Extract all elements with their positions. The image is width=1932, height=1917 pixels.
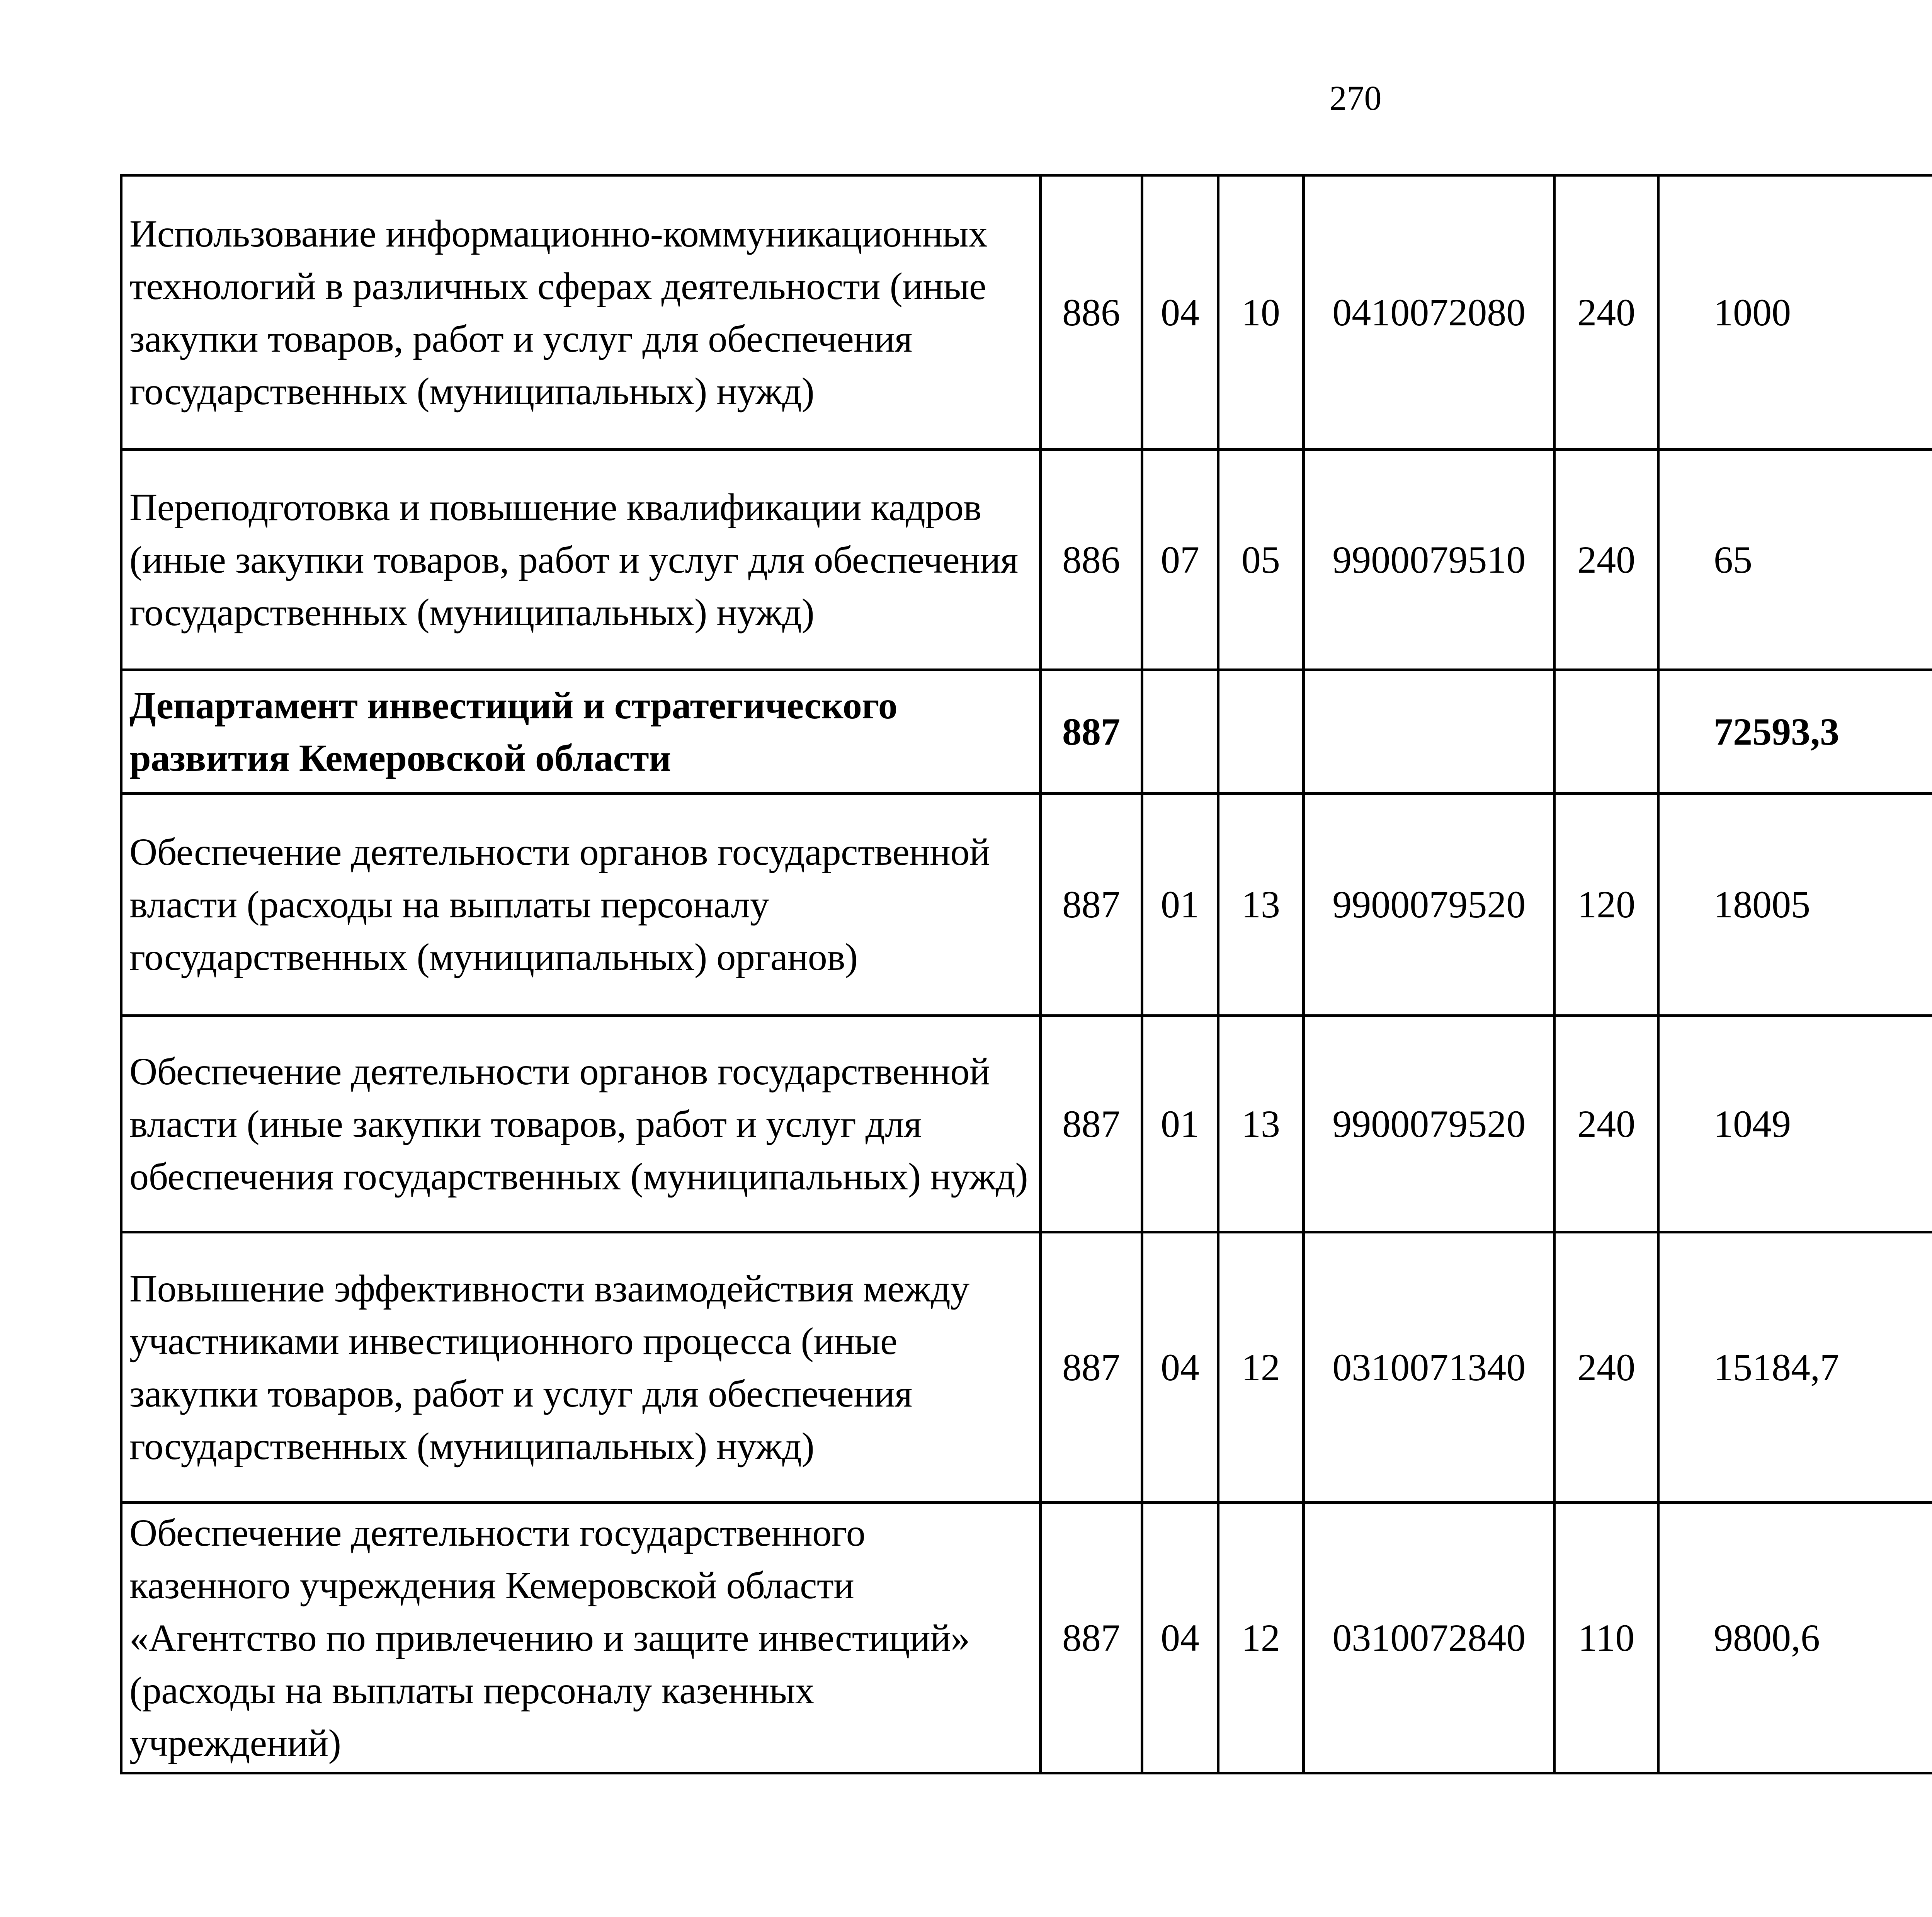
ministry-code: 886 [1040,450,1142,670]
section-code: 07 [1142,450,1218,670]
section-code: 04 [1142,1232,1218,1503]
sum-year-1: 15184,7 [1658,1232,1932,1503]
target-article-code: 9900079510 [1304,450,1554,670]
section-code [1142,670,1218,794]
budget-table [120,174,1932,1774]
ministry-code: 887 [1040,1232,1142,1503]
table-row [121,794,1932,1016]
ministry-code: 887 [1040,670,1142,794]
row-description: Обеспечение деятельности органов государственной власти (расходы на выплаты персоналу государственных (муниципальных) органов) [121,794,1041,1016]
sum-year-1: 72593,3 [1658,670,1932,794]
sum-year-1: 18005 [1658,794,1932,1016]
subsection-code: 10 [1218,175,1303,450]
expense-type-code: 240 [1554,175,1658,450]
department-title: Департамент инвестиций и стратегического развития Кемеровской области [121,670,1041,794]
table-row [121,1232,1932,1503]
subsection-code [1218,670,1303,794]
target-article-code [1304,670,1554,794]
subsection-code: 12 [1218,1232,1303,1503]
row-description: Обеспечение деятельности государственного казенного учреждения Кемеровской области «Агентство по привлечению и защите инвестиций» (расходы на выплаты персоналу казенных учреждений) [121,1503,1041,1773]
table-row [121,1503,1932,1773]
expense-type-code: 240 [1554,1016,1658,1232]
sum-year-1: 9800,6 [1658,1503,1932,1773]
subsection-code: 12 [1218,1503,1303,1773]
section-code: 01 [1142,794,1218,1016]
row-description: Обеспечение деятельности органов государственной власти (иные закупки товаров, работ и услуг для обеспечения государственных (муниципальных) нужд) [121,1016,1041,1232]
table-row [121,1016,1932,1232]
target-article-code: 0410072080 [1304,175,1554,450]
subsection-code: 13 [1218,794,1303,1016]
ministry-code: 886 [1040,175,1142,450]
target-article-code: 0310071340 [1304,1232,1554,1503]
page-number: 270 [1329,79,1382,117]
target-article-code: 0310072840 [1304,1503,1554,1773]
subsection-code: 13 [1218,1016,1303,1232]
row-description: Переподготовка и повышение квалификации кадров (иные закупки товаров, работ и услуг для обеспечения государственных (муниципальных) нужд) [121,450,1041,670]
sum-year-1: 1049 [1658,1016,1932,1232]
expense-type-code [1554,670,1658,794]
expense-type-code: 240 [1554,450,1658,670]
ministry-code: 887 [1040,1016,1142,1232]
expense-type-code: 110 [1554,1503,1658,1773]
section-code: 04 [1142,175,1218,450]
section-code: 04 [1142,1503,1218,1773]
row-description: Использование информационно-коммуникационных технологий в различных сферах деятельности (иные закупки товаров, работ и услуг для обеспечения государственных (муниципальных) нужд) [121,175,1041,450]
ministry-code: 887 [1040,794,1142,1016]
sum-year-1: 65 [1658,450,1932,670]
ministry-code: 887 [1040,1503,1142,1773]
table-row [121,175,1932,450]
target-article-code: 9900079520 [1304,1016,1554,1232]
expense-type-code: 240 [1554,1232,1658,1503]
section-code: 01 [1142,1016,1218,1232]
target-article-code: 9900079520 [1304,794,1554,1016]
row-description: Повышение эффективности взаимодействия между участниками инвестиционного процесса (иные закупки товаров, работ и услуг для обеспечения государственных (муниципальных) нужд) [121,1232,1041,1503]
subsection-code: 05 [1218,450,1303,670]
expense-type-code: 120 [1554,794,1658,1016]
sum-year-1: 1000 [1658,175,1932,450]
table-row-department [121,670,1932,794]
table-row [121,450,1932,670]
